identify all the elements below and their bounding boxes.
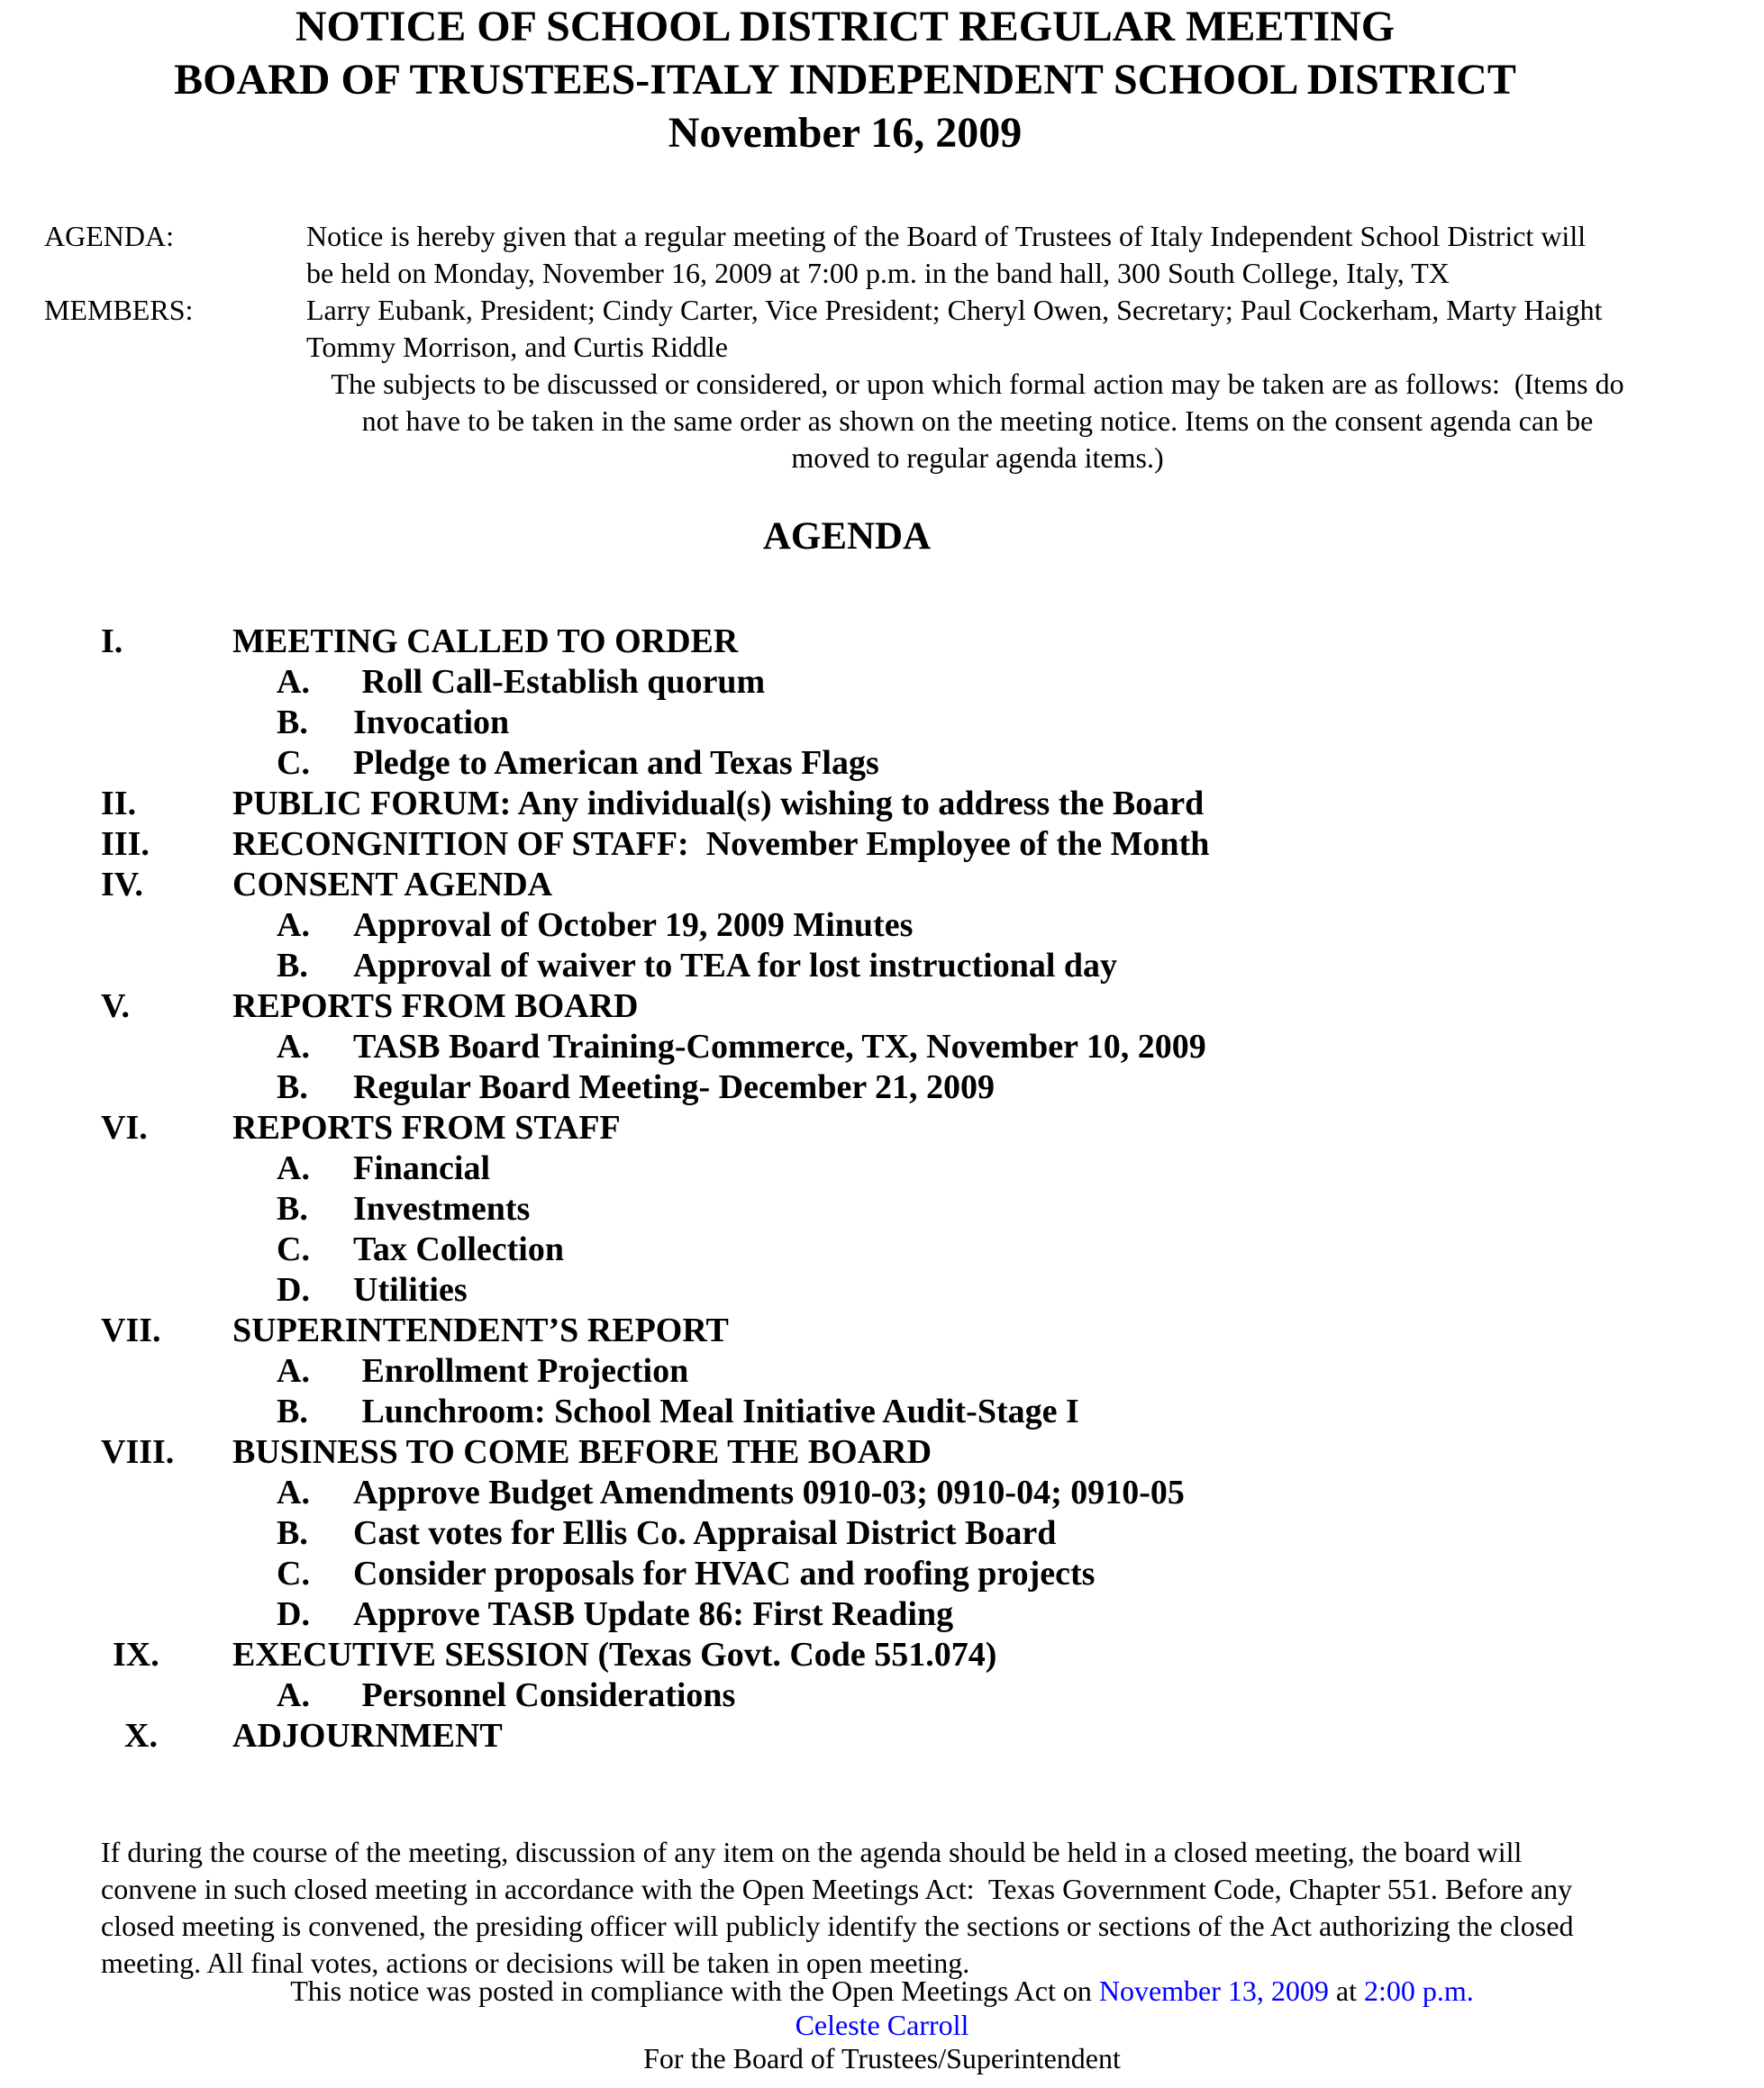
agenda-item-numeral: III. xyxy=(101,825,150,863)
signature-title: For the Board of Trustees/Superintendent xyxy=(643,2042,1121,2074)
agenda-subitem-text: Enrollment Projection xyxy=(353,1352,689,1390)
agenda-item-numeral: IV. xyxy=(101,866,143,903)
agenda-subitem-text: Utilities xyxy=(353,1271,468,1309)
signature-name: Celeste Carroll xyxy=(795,2009,969,2041)
footer-line: meeting. All final votes, actions or decisions will be taken in open meeting. xyxy=(101,1947,970,1979)
agenda-item-text: REPORTS FROM STAFF xyxy=(232,1109,621,1147)
posted-date: November 13, 2009 xyxy=(1098,1975,1329,2007)
members-intro-row xyxy=(0,292,1764,366)
agenda-heading: AGENDA xyxy=(762,515,932,558)
agenda-subitem-row xyxy=(0,1230,1764,1270)
title-line-1: NOTICE OF SCHOOL DISTRICT REGULAR MEETING xyxy=(295,3,1396,50)
agenda-subitem-text: Pledge to American and Texas Flags xyxy=(353,744,879,782)
agenda-subitem-letter: B. xyxy=(277,947,308,985)
posted-time: 2:00 p.m. xyxy=(1363,1975,1474,2007)
agenda-subitem-row xyxy=(0,1473,1764,1513)
agenda-item-text: REPORTS FROM BOARD xyxy=(232,987,639,1025)
agenda-subitem-letter: A. xyxy=(277,1149,310,1187)
agenda-subitem-row xyxy=(0,1027,1764,1067)
agenda-item-text: RECONGNITION OF STAFF: November Employee of the Month xyxy=(232,825,1210,863)
agenda-item-row xyxy=(0,622,1764,662)
agenda-subitem-letter: A. xyxy=(277,906,310,944)
agenda-subitem-letter: A. xyxy=(277,1676,310,1714)
agenda-subitem-row xyxy=(0,1513,1764,1554)
closed-meeting-paragraph xyxy=(101,1834,1669,1982)
agenda-item-numeral: VIII. xyxy=(101,1433,175,1471)
agenda-item-text: ADJOURNMENT xyxy=(232,1717,503,1755)
intro-line: Notice is hereby given that a regular meeting of the Board of Trustees of Italy Independent School District will xyxy=(306,220,1587,252)
agenda-subitem-row xyxy=(0,1148,1764,1189)
footer-line: convene in such closed meeting in accordance with the Open Meetings Act: Texas Government Code, Chapter 551. Before any xyxy=(101,1873,1573,1905)
agenda-item-text: EXECUTIVE SESSION (Texas Govt. Code 551.074) xyxy=(232,1636,997,1674)
members-label: MEMBERS: xyxy=(44,294,194,326)
posted-middle: at xyxy=(1328,1975,1364,2007)
agenda-subitem-letter: D. xyxy=(277,1595,310,1633)
agenda-subitem-row xyxy=(0,1392,1764,1432)
note-line: not have to be taken in the same order as shown on the meeting notice. Items on the consent agenda can be xyxy=(361,404,1594,437)
agenda-intro-row xyxy=(0,218,1764,292)
agenda-item-row xyxy=(0,1432,1764,1473)
agenda-subitem-letter: C. xyxy=(277,1230,310,1268)
agenda-subitem-text: Lunchroom: School Meal Initiative Audit-Stage I xyxy=(353,1393,1079,1430)
agenda-subitem-letter: B. xyxy=(277,1393,308,1430)
agenda-subitem-row xyxy=(0,905,1764,946)
note-line: moved to regular agenda items.) xyxy=(791,441,1164,474)
agenda-subitem-letter: C. xyxy=(277,1555,310,1593)
agenda-subitem-text: Approve TASB Update 86: First Reading xyxy=(353,1595,954,1633)
agenda-subitem-text: Personnel Considerations xyxy=(353,1676,736,1714)
agenda-subitem-letter: D. xyxy=(277,1271,310,1309)
agenda-subitem-row xyxy=(0,1675,1764,1716)
agenda-item-text: BUSINESS TO COME BEFORE THE BOARD xyxy=(232,1433,932,1471)
agenda-subitem-text: Approve Budget Amendments 0910-03; 0910-04; 0910-05 xyxy=(353,1474,1185,1512)
intro-line: Larry Eubank, President; Cindy Carter, Vice President; Cheryl Owen, Secretary; Paul Cockerham, Marty Haight xyxy=(306,294,1603,326)
agenda-subitem-letter: B. xyxy=(277,1068,308,1106)
agenda-item-text: CONSENT AGENDA xyxy=(232,866,553,903)
intro-line: Tommy Morrison, and Curtis Riddle xyxy=(306,331,728,363)
agenda-item-text: SUPERINTENDENT’S REPORT xyxy=(232,1312,729,1349)
footer-line: closed meeting is convened, the presiding officer will publicly identify the sections or sections of the Act authorizing the closed xyxy=(101,1910,1574,1942)
agenda-item-row xyxy=(0,865,1764,905)
agenda-subitem-row xyxy=(0,1189,1764,1230)
posted-prefix: This notice was posted in compliance with the Open Meetings Act on xyxy=(290,1975,1099,2007)
intro-section xyxy=(0,218,1764,477)
agenda-item-numeral: V. xyxy=(101,987,131,1025)
agenda-subitem-row xyxy=(0,743,1764,784)
agenda-subitem-letter: A. xyxy=(277,1028,310,1066)
agenda-subitem-row xyxy=(0,1594,1764,1635)
agenda-subitem-text: Roll Call-Establish quorum xyxy=(353,663,766,701)
agenda-subitem-letter: C. xyxy=(277,744,310,782)
agenda-item-row xyxy=(0,1108,1764,1148)
agenda-subitem-text: Financial xyxy=(353,1149,491,1187)
agenda-subitem-letter: B. xyxy=(277,704,308,741)
agenda-subitem-text: Consider proposals for HVAC and roofing projects xyxy=(353,1555,1096,1593)
agenda-label: AGENDA: xyxy=(44,220,174,252)
agenda-subitem-text: Cast votes for Ellis Co. Appraisal District Board xyxy=(353,1514,1057,1552)
agenda-item-row xyxy=(0,784,1764,824)
agenda-subitem-letter: B. xyxy=(277,1514,308,1552)
agenda-subitem-text: Tax Collection xyxy=(353,1230,564,1268)
agenda-item-numeral: VII. xyxy=(101,1312,161,1349)
agenda-item-numeral: VI. xyxy=(101,1109,148,1147)
agenda-item-row xyxy=(0,1311,1764,1351)
agenda-list xyxy=(0,622,1764,1757)
title-line-2: BOARD OF TRUSTEES-ITALY INDEPENDENT SCHOOL DISTRICT xyxy=(174,56,1516,104)
agenda-subitem-row xyxy=(0,946,1764,986)
agenda-item-text: PUBLIC FORUM: Any individual(s) wishing to address the Board xyxy=(232,785,1205,822)
agenda-intro-text xyxy=(306,218,1764,292)
agenda-subitem-letter: A. xyxy=(277,663,310,701)
agenda-item-row xyxy=(0,986,1764,1027)
agenda-subitem-row xyxy=(0,662,1764,703)
agenda-item-text: MEETING CALLED TO ORDER xyxy=(232,622,739,660)
intro-line: be held on Monday, November 16, 2009 at 7:00 p.m. in the band hall, 300 South College, Italy, TX xyxy=(306,257,1450,289)
agenda-item-numeral: X. xyxy=(124,1717,158,1755)
agenda-subitem-row xyxy=(0,1351,1764,1392)
agenda-item-row xyxy=(0,824,1764,865)
agenda-item-numeral: IX. xyxy=(113,1636,159,1674)
agenda-item-row xyxy=(0,1635,1764,1675)
agenda-item-numeral: II. xyxy=(101,785,137,822)
agenda-subitem-letter: A. xyxy=(277,1474,310,1512)
agenda-subitem-row xyxy=(0,703,1764,743)
agenda-subitem-text: Approval of waiver to TEA for lost instructional day xyxy=(353,947,1118,985)
agenda-item-numeral: I. xyxy=(101,622,123,660)
agenda-subitem-text: Regular Board Meeting- December 21, 2009 xyxy=(353,1068,995,1106)
agenda-item-row xyxy=(0,1716,1764,1757)
note-line: The subjects to be discussed or considered, or upon which formal action may be taken are as follows: (Items do xyxy=(331,368,1624,400)
agenda-subitem-text: Investments xyxy=(353,1190,531,1228)
title-line-3-date: November 16, 2009 xyxy=(668,109,1023,157)
document-title xyxy=(0,0,1690,159)
agenda-subitem-letter: B. xyxy=(277,1190,308,1228)
posted-notice-line xyxy=(0,1974,1764,2008)
agenda-subitem-row xyxy=(0,1270,1764,1311)
subjects-note xyxy=(306,366,1649,477)
members-intro-text xyxy=(306,292,1764,366)
agenda-subitem-row xyxy=(0,1554,1764,1594)
agenda-subitem-text: Invocation xyxy=(353,704,510,741)
agenda-subitem-letter: A. xyxy=(277,1352,310,1390)
agenda-subitem-text: TASB Board Training-Commerce, TX, November 10, 2009 xyxy=(353,1028,1206,1066)
footer-line: If during the course of the meeting, discussion of any item on the agenda should be held in a closed meeting, the board will xyxy=(101,1836,1523,1868)
agenda-subitem-text: Approval of October 19, 2009 Minutes xyxy=(353,906,914,944)
agenda-subitem-row xyxy=(0,1067,1764,1108)
